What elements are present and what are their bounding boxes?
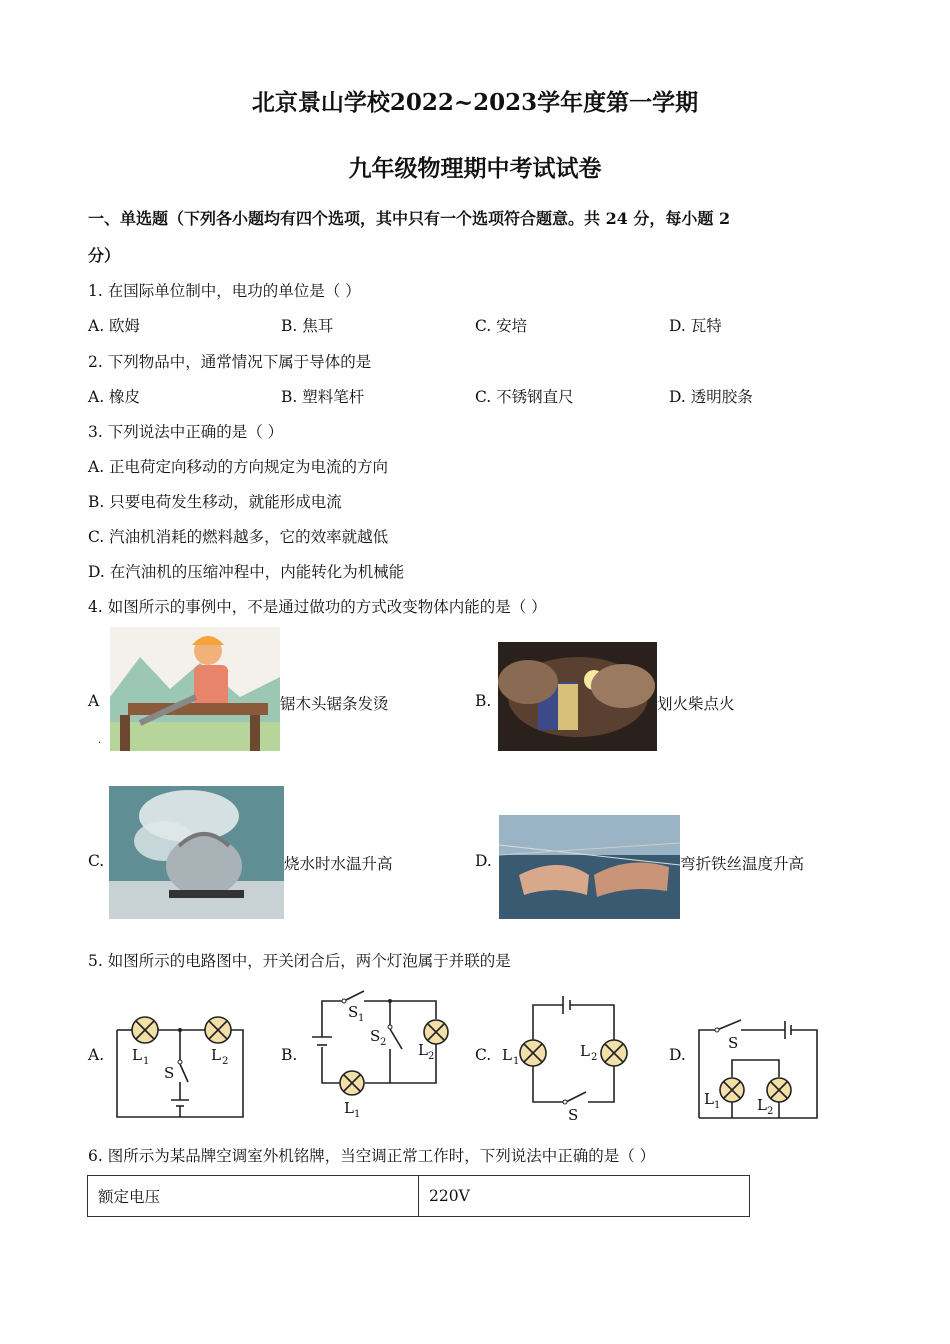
question-1-stem: 1. 在国际单位制中，电功的单位是（ ） <box>88 282 361 300</box>
switch-label: S <box>164 1064 175 1082</box>
lamp-label: L <box>418 1041 428 1059</box>
lamp-label: L <box>757 1096 767 1114</box>
q3-option-c: C. 汽油机消耗的燃料越多，它的效率就越低 <box>88 528 389 546</box>
lamp-label-sub: 2 <box>591 1052 598 1063</box>
q1-option-a: A. 欧姆 <box>88 317 141 335</box>
table-cell: 220V <box>419 1176 750 1217</box>
switch-label: S <box>370 1027 381 1045</box>
question-5-stem: 5. 如图所示的电路图中，开关闭合后，两个灯泡属于并联的是 <box>88 952 511 970</box>
circuit-diagram-a <box>110 1010 250 1125</box>
lamp-icon <box>520 1040 546 1066</box>
lamp-icon <box>720 1078 744 1102</box>
lamp-label: L <box>580 1042 590 1060</box>
circuit-diagram-d <box>695 1010 825 1125</box>
lamp-icon <box>601 1040 627 1066</box>
lamp-label-sub: 1 <box>513 1056 520 1067</box>
circuit-diagram-b <box>308 985 458 1120</box>
q4-option-b-letter: B. <box>475 692 492 710</box>
q4-option-c-letter: C. <box>88 852 105 870</box>
question-6-stem: 6. 图所示为某品牌空调室外机铭牌，当空调正常工作时，下列说法中正确的是（ ） <box>88 1147 656 1165</box>
q4-option-c-caption: 烧水时水温升高 <box>284 855 393 873</box>
page-subtitle: 九年级物理期中考试试卷 <box>348 155 602 182</box>
sawing-wood-image <box>110 627 280 751</box>
q4-option-a-letter: A <box>88 692 100 710</box>
kettle-boiling-image <box>109 786 284 919</box>
lamp-label: L <box>132 1046 142 1064</box>
q2-option-b: B. 塑料笔杆 <box>281 388 365 406</box>
lamp-label-sub: 1 <box>143 1056 150 1067</box>
q1-option-b: B. 焦耳 <box>281 317 334 335</box>
q5-option-b-letter: B. <box>281 1046 298 1064</box>
switch-label-sub: 1 <box>358 1013 365 1024</box>
lamp-label-sub: 2 <box>222 1056 229 1067</box>
lamp-label-sub: 1 <box>354 1109 361 1120</box>
q4-option-a-caption: 锯木头锯条发烫 <box>280 695 389 713</box>
q5-option-a-letter: A. <box>88 1046 105 1064</box>
q3-option-a: A. 正电荷定向移动的方向规定为电流的方向 <box>88 458 389 476</box>
question-4-stem: 4. 如图所示的事例中，不是通过做功的方式改变物体内能的是（ ） <box>88 598 547 616</box>
q1-option-d: D. 瓦特 <box>669 317 722 335</box>
q5-option-d-letter: D. <box>669 1046 686 1064</box>
q5-option-c-letter: C. <box>475 1046 492 1064</box>
q3-option-b: B. 只要电荷发生移动，就能形成电流 <box>88 493 342 511</box>
switch-icon <box>566 1092 586 1102</box>
switch-icon <box>344 991 364 1001</box>
q3-option-d: D. 在汽油机的压缩冲程中，内能转化为机械能 <box>88 563 405 581</box>
lamp-label-sub: 1 <box>714 1100 721 1111</box>
page-title: 北京景山学校2022~2023学年度第一学期 <box>251 89 699 116</box>
q4-option-d-letter: D. <box>475 852 492 870</box>
lamp-label-sub: 2 <box>767 1106 774 1117</box>
circuit-diagram-c <box>500 990 640 1125</box>
bending-wire-image <box>499 815 680 919</box>
switch-label: S <box>348 1003 359 1021</box>
switch-icon <box>180 1064 188 1082</box>
switch-icon <box>390 1029 402 1049</box>
lamp-label-sub: 2 <box>428 1051 435 1062</box>
table-cell: 额定电压 <box>88 1176 419 1217</box>
switch-icon <box>717 1020 741 1030</box>
q4-option-d-caption: 弯折铁丝温度升高 <box>680 855 805 873</box>
section-heading: 一、单选题（下列各小题均有四个选项，其中只有一个选项符合题意。共 24 分，每小题 2 <box>88 209 731 228</box>
q2-option-c: C. 不锈钢直尺 <box>475 388 574 406</box>
stray-dot: · <box>98 738 102 749</box>
switch-label: S <box>728 1034 739 1052</box>
lamp-label: L <box>211 1046 221 1064</box>
q2-option-d: D. 透明胶条 <box>669 388 753 406</box>
switch-label: S <box>568 1106 579 1124</box>
lamp-icon <box>205 1017 231 1043</box>
q4-option-b-caption: 划火柴点火 <box>657 695 735 713</box>
switch-label-sub: 2 <box>380 1037 387 1048</box>
lamp-icon <box>340 1071 364 1095</box>
question-3-stem: 3. 下列说法中正确的是（ ） <box>88 423 284 441</box>
lamp-label: L <box>344 1099 354 1117</box>
lamp-icon <box>767 1078 791 1102</box>
section-heading-cont: 分） <box>88 246 121 265</box>
table-row <box>88 1176 750 1217</box>
lamp-label: L <box>502 1046 512 1064</box>
striking-match-image <box>498 642 657 751</box>
q1-option-c: C. 安培 <box>475 317 528 335</box>
question-2-stem: 2. 下列物品中，通常情况下属于导体的是 <box>88 353 372 371</box>
lamp-icon <box>132 1017 158 1043</box>
q2-option-a: A. 橡皮 <box>88 388 141 406</box>
nameplate-table <box>87 1175 750 1217</box>
lamp-label: L <box>704 1090 714 1108</box>
